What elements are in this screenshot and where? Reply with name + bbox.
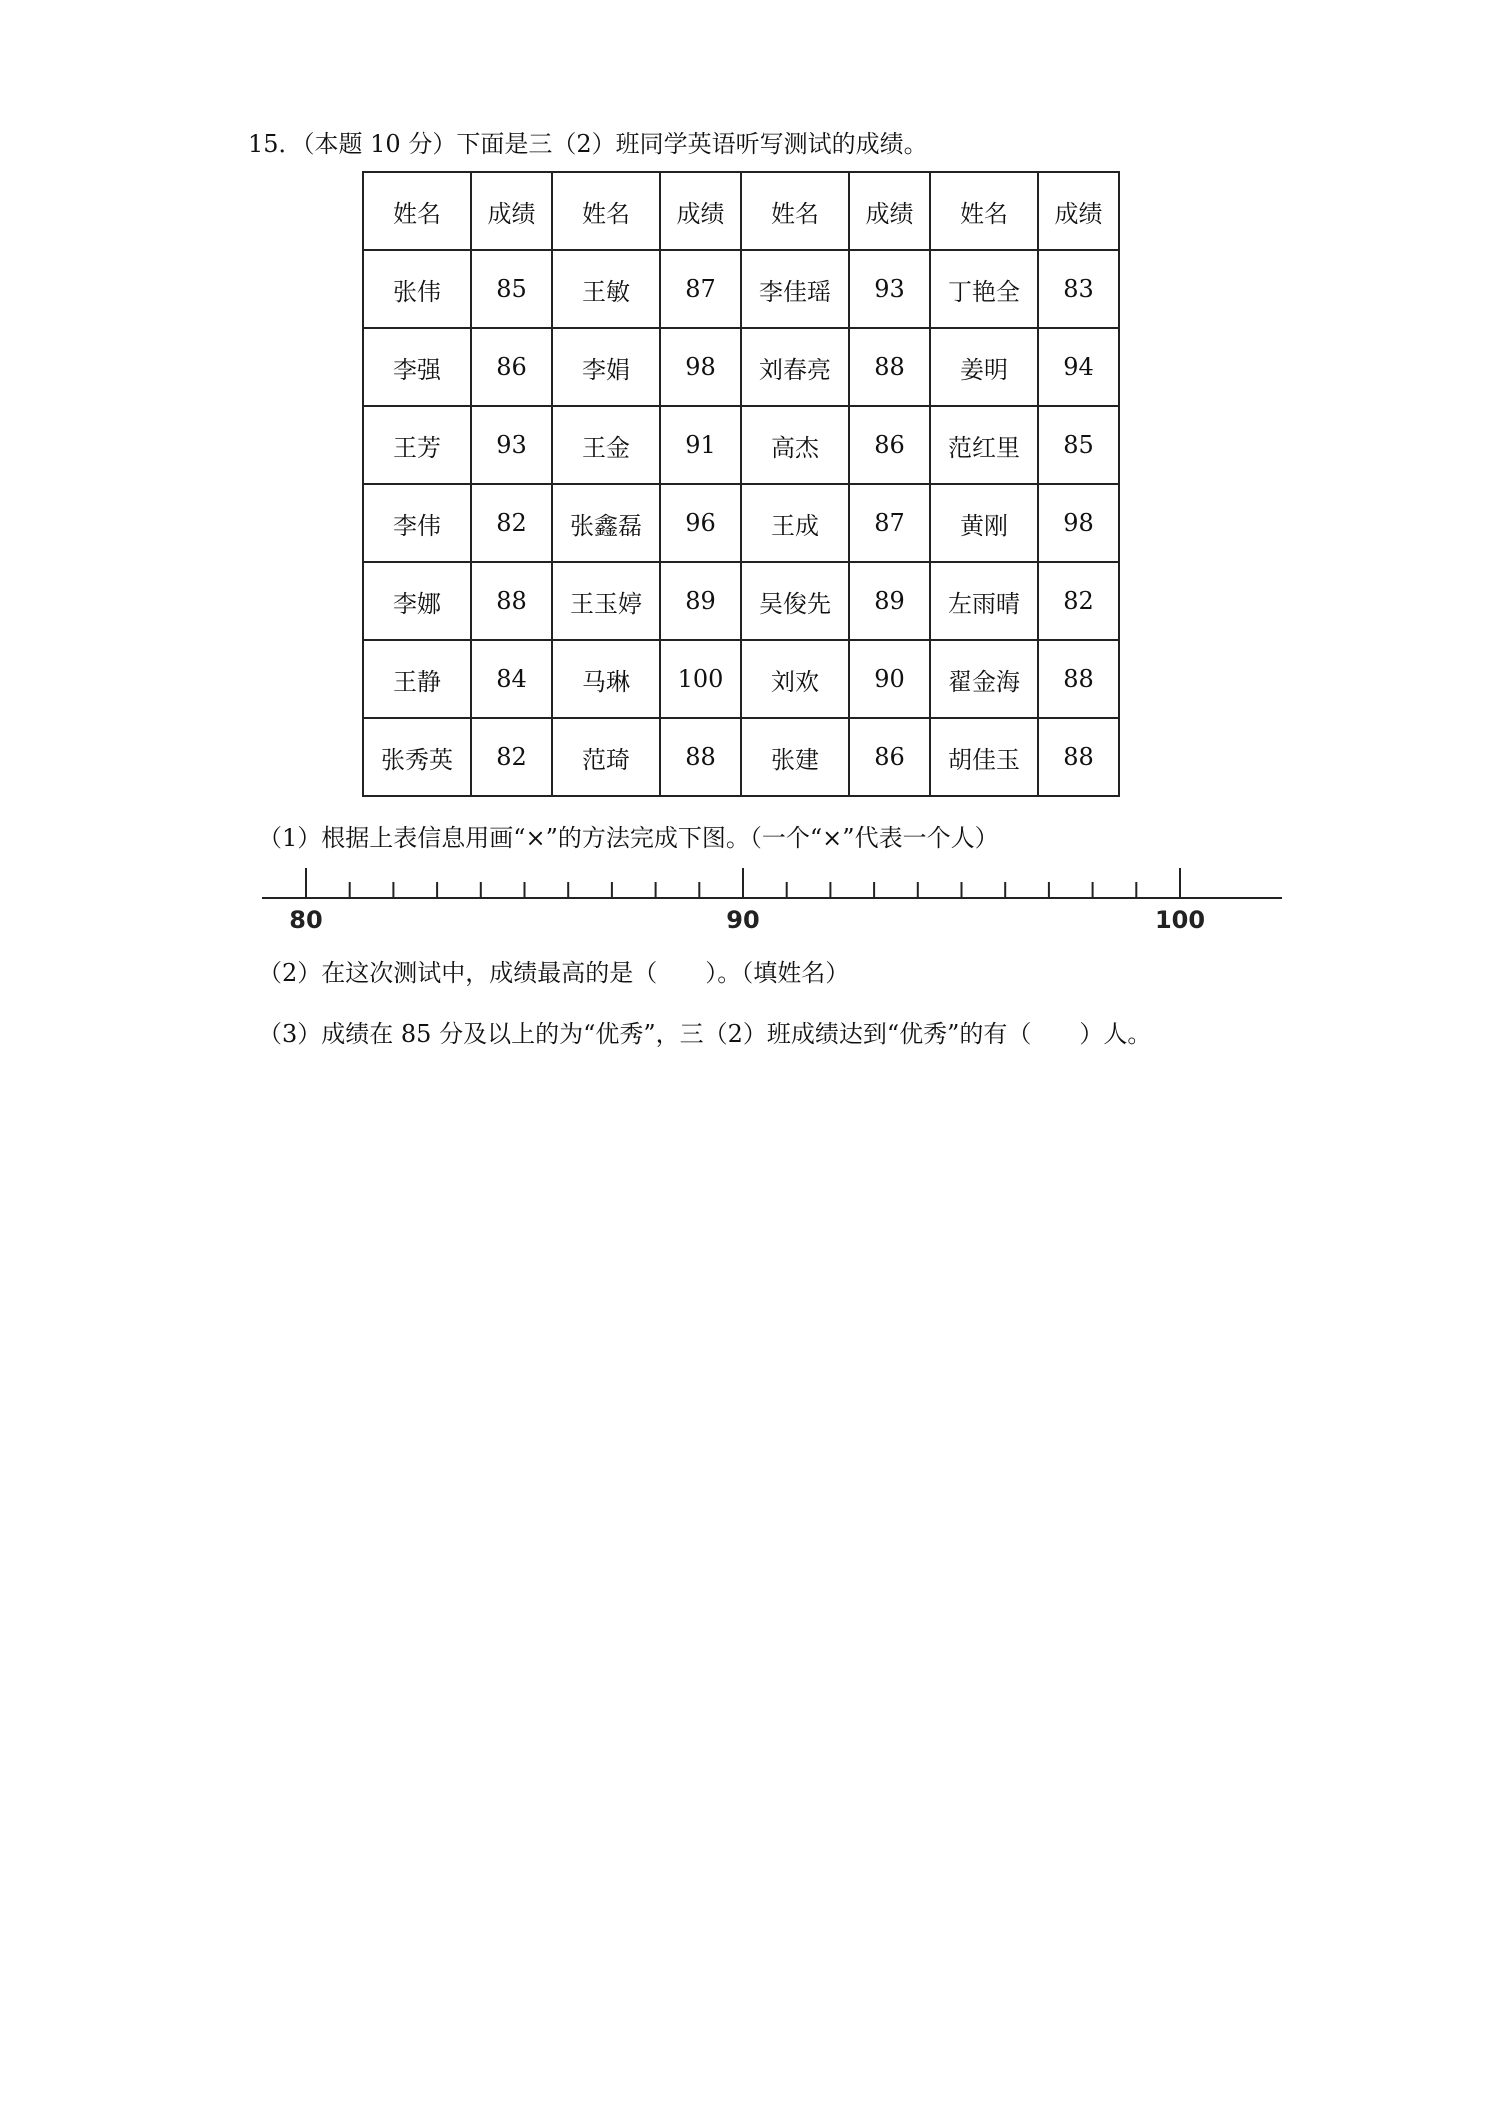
student-name-cell: 李娟 xyxy=(552,328,660,406)
student-score-cell: 88 xyxy=(1038,640,1119,718)
table-row xyxy=(363,484,1119,562)
table-row xyxy=(363,406,1119,484)
student-score-cell: 87 xyxy=(849,484,930,562)
table-header-cell: 成绩 xyxy=(849,172,930,250)
student-score-cell: 93 xyxy=(471,406,552,484)
table-row xyxy=(363,640,1119,718)
student-name-cell: 王玉婷 xyxy=(552,562,660,640)
student-name-cell: 王芳 xyxy=(363,406,471,484)
student-score-cell: 84 xyxy=(471,640,552,718)
question-1-text: （1）根据上表信息用画“×”的方法完成下图。（一个“×”代表一个人） xyxy=(258,824,999,852)
student-name-cell: 王静 xyxy=(363,640,471,718)
student-name-cell: 刘春亮 xyxy=(741,328,849,406)
student-name-cell: 胡佳玉 xyxy=(930,718,1038,796)
table-header-cell: 姓名 xyxy=(741,172,849,250)
student-score-cell: 85 xyxy=(471,250,552,328)
student-name-cell: 姜明 xyxy=(930,328,1038,406)
table-row xyxy=(363,250,1119,328)
student-score-cell: 98 xyxy=(1038,484,1119,562)
table-header-cell: 成绩 xyxy=(1038,172,1119,250)
tick-label: 90 xyxy=(726,906,760,934)
table-row xyxy=(363,718,1119,796)
question-2-text: （2）在这次测试中，成绩最高的是（ ）。（填姓名） xyxy=(258,959,850,987)
student-score-cell: 90 xyxy=(849,640,930,718)
student-name-cell: 李伟 xyxy=(363,484,471,562)
student-name-cell: 张伟 xyxy=(363,250,471,328)
tick-label: 80 xyxy=(289,906,323,934)
student-name-cell: 黄刚 xyxy=(930,484,1038,562)
student-name-cell: 李强 xyxy=(363,328,471,406)
student-score-cell: 89 xyxy=(849,562,930,640)
question-title: 15．（本题 10 分）下面是三（2）班同学英语听写测试的成绩。 xyxy=(248,130,928,158)
student-name-cell: 翟金海 xyxy=(930,640,1038,718)
student-name-cell: 王成 xyxy=(741,484,849,562)
student-score-cell: 88 xyxy=(660,718,741,796)
student-name-cell: 王金 xyxy=(552,406,660,484)
student-name-cell: 范红里 xyxy=(930,406,1038,484)
student-name-cell: 李佳瑶 xyxy=(741,250,849,328)
table-row xyxy=(363,562,1119,640)
student-score-cell: 89 xyxy=(660,562,741,640)
student-score-cell: 86 xyxy=(849,718,930,796)
student-name-cell: 高杰 xyxy=(741,406,849,484)
student-score-cell: 93 xyxy=(849,250,930,328)
student-score-cell: 87 xyxy=(660,250,741,328)
student-name-cell: 范琦 xyxy=(552,718,660,796)
student-name-cell: 张秀英 xyxy=(363,718,471,796)
tick-label: 100 xyxy=(1154,906,1206,934)
student-name-cell: 马琳 xyxy=(552,640,660,718)
student-score-cell: 82 xyxy=(1038,562,1119,640)
student-score-cell: 82 xyxy=(471,484,552,562)
student-name-cell: 李娜 xyxy=(363,562,471,640)
student-score-cell: 100 xyxy=(660,640,741,718)
student-score-cell: 86 xyxy=(471,328,552,406)
student-name-cell: 丁艳全 xyxy=(930,250,1038,328)
student-score-cell: 85 xyxy=(1038,406,1119,484)
student-name-cell: 刘欢 xyxy=(741,640,849,718)
question-3-text: （3）成绩在 85 分及以上的为“优秀”，三（2）班成绩达到“优秀”的有（ ）人。 xyxy=(258,1020,1152,1048)
student-score-cell: 96 xyxy=(660,484,741,562)
table-header-cell: 成绩 xyxy=(471,172,552,250)
student-name-cell: 左雨晴 xyxy=(930,562,1038,640)
student-name-cell: 王敏 xyxy=(552,250,660,328)
table-header-cell: 姓名 xyxy=(363,172,471,250)
student-name-cell: 吴俊先 xyxy=(741,562,849,640)
student-name-cell: 张鑫磊 xyxy=(552,484,660,562)
student-score-cell: 82 xyxy=(471,718,552,796)
student-score-cell: 91 xyxy=(660,406,741,484)
table-header-cell: 姓名 xyxy=(552,172,660,250)
student-score-cell: 83 xyxy=(1038,250,1119,328)
scores-table xyxy=(362,171,1120,797)
table-header-cell: 姓名 xyxy=(930,172,1038,250)
student-score-cell: 88 xyxy=(471,562,552,640)
student-score-cell: 88 xyxy=(1038,718,1119,796)
student-name-cell: 张建 xyxy=(741,718,849,796)
table-row xyxy=(363,328,1119,406)
table-header-cell: 成绩 xyxy=(660,172,741,250)
student-score-cell: 86 xyxy=(849,406,930,484)
number-line xyxy=(0,860,1488,950)
student-score-cell: 98 xyxy=(660,328,741,406)
student-score-cell: 94 xyxy=(1038,328,1119,406)
student-score-cell: 88 xyxy=(849,328,930,406)
table-header-row xyxy=(363,172,1119,250)
